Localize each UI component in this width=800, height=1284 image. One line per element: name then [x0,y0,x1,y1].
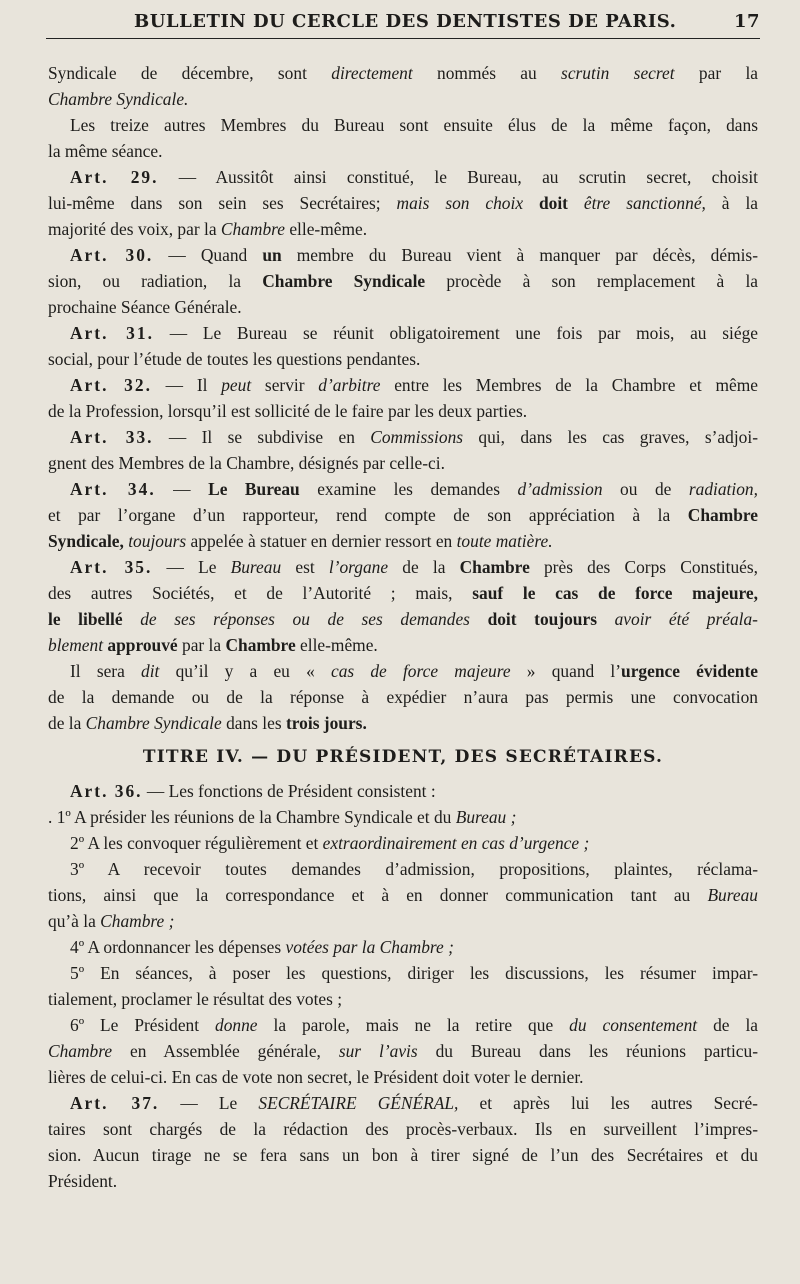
article-32: Art. 32. — Il peut servir d’arbitre entre les Membres de la Chambre et même [70,375,758,395]
article-36: Art. 36. — Les fonctions de Président consistent : [70,781,436,801]
text-line: blement approuvé par la Chambre elle-même. [48,635,378,655]
text-line: et par l’organe d’un rapporteur, rend compte de son appréciation à la Chambre [48,505,758,525]
article-35: Art. 35. — Le Bureau est l’organe de la Chambre près des Corps Constitués, [70,557,758,577]
list-item: . 1º A présider les réunions de la Chambre Syndicale et du Bureau ; [48,807,517,827]
text-line: tions, ainsi que la correspondance et à en donner communication tant au Bureau [48,885,758,905]
text-line: tialement, proclamer le résultat des votes ; [48,989,343,1009]
text-line: de la Chambre Syndicale dans les trois jours. [48,713,367,733]
article-33: Art. 33. — Il se subdivise en Commissions qui, dans les cas graves, s’adjoi- [70,427,758,447]
article-number: Art. 34. [70,479,156,499]
text-line: Syndicale, toujours appelée à statuer en dernier ressort en toute matière. [48,531,553,551]
text-line: prochaine Séance Générale. [48,297,242,317]
article-37: Art. 37. — Le SECRÉTAIRE GÉNÉRAL, et après lui les autres Secré- [70,1093,758,1113]
list-item: 2º A les convoquer régulièrement et extraordinairement en cas d’urgence ; [70,833,590,853]
article-29: Art. 29. — Aussitôt ainsi constitué, le Bureau, au scrutin secret, choisit [70,167,758,187]
text-line: social, pour l’étude de toutes les questions pendantes. [48,349,421,369]
list-item: 6º Le Président donne la parole, mais ne la retire que du consentement de la [70,1015,758,1035]
article-number: Art. 31. [70,323,154,343]
text-line: sion, ou radiation, la Chambre Syndicale procède à son remplacement à la [48,271,758,291]
text-line: le libellé de ses réponses ou de ses demandes doit toujours avoir été préala- [48,609,758,629]
text-line: des autres Sociétés, et de l’Autorité ; mais, sauf le cas de force majeure, [48,583,758,603]
text-line: sion. Aucun tirage ne se fera sans un bon à tirer signé de l’un des Secrétaires et du [48,1145,758,1165]
article-number: Art. 29. [70,167,159,187]
text-line: Syndicale de décembre, sont directement nommés au scrutin secret par la [48,63,758,83]
text-line: Chambre en Assemblée générale, sur l’avis du Bureau dans les réunions particu- [48,1041,758,1061]
article-number: Art. 32. [70,375,152,395]
article-number: Art. 37. [70,1093,160,1113]
text-line: lières de celui-ci. En cas de vote non secret, le Président doit voter le dernier. [48,1067,584,1087]
text-line: la même séance. [48,141,163,161]
text-line: Président. [48,1171,118,1191]
text-line: qu’à la Chambre ; [48,911,175,931]
running-header [46,10,760,39]
article-number: Art. 35. [70,557,153,577]
text-line: de la Profession, lorsqu’il est sollicité de le faire par les deux parties. [48,401,528,421]
text-line: Chambre Syndicale. [48,89,189,109]
list-item: 5º En séances, à poser les questions, diriger les discussions, les résumer impar- [70,963,758,983]
article-number: Art. 36. [70,781,143,801]
bulletin-title: BULLETIN DU CERCLE DES DENTISTES DE PARIS. [134,11,677,32]
list-item: 4º A ordonnancer les dépenses votées par la Chambre ; [70,937,454,957]
section-heading: TITRE IV. — DU PRÉSIDENT, DES SECRÉTAIRES. [142,747,664,767]
page-number: 17 [733,11,760,32]
article-34: Art. 34. — Le Bureau examine les demandes d’admission ou de radiation, [70,479,758,499]
article-number: Art. 33. [70,427,154,447]
article-30: Art. 30. — Quand un membre du Bureau vient à manquer par décès, démis- [70,245,758,265]
text-line: majorité des voix, par la Chambre elle-même. [48,219,368,239]
text-line: taires sont chargés de la rédaction des procès-verbaux. Ils en surveillent l’impres- [48,1119,758,1139]
article-number: Art. 30. [70,245,154,265]
article-31: Art. 31. — Le Bureau se réunit obligatoirement une fois par mois, au siége [70,323,758,343]
body-text [48,60,758,1194]
text-line: de la demande ou de la réponse à expédier n’aura pas permis une convocation [48,687,758,707]
text-line: lui-même dans son sein ses Secrétaires; mais son choix doit être sanctionné, à la [48,193,758,213]
list-item: 3º A recevoir toutes demandes d’admission, propositions, plaintes, réclama- [70,859,758,879]
text-line: gnent des Membres de la Chambre, désignés par celle-ci. [48,453,445,473]
text-line: Il sera dit qu’il y a eu « cas de force majeure » quand l’urgence évidente [70,661,758,681]
text-line: Les treize autres Membres du Bureau sont ensuite élus de la même façon, dans [70,115,758,135]
